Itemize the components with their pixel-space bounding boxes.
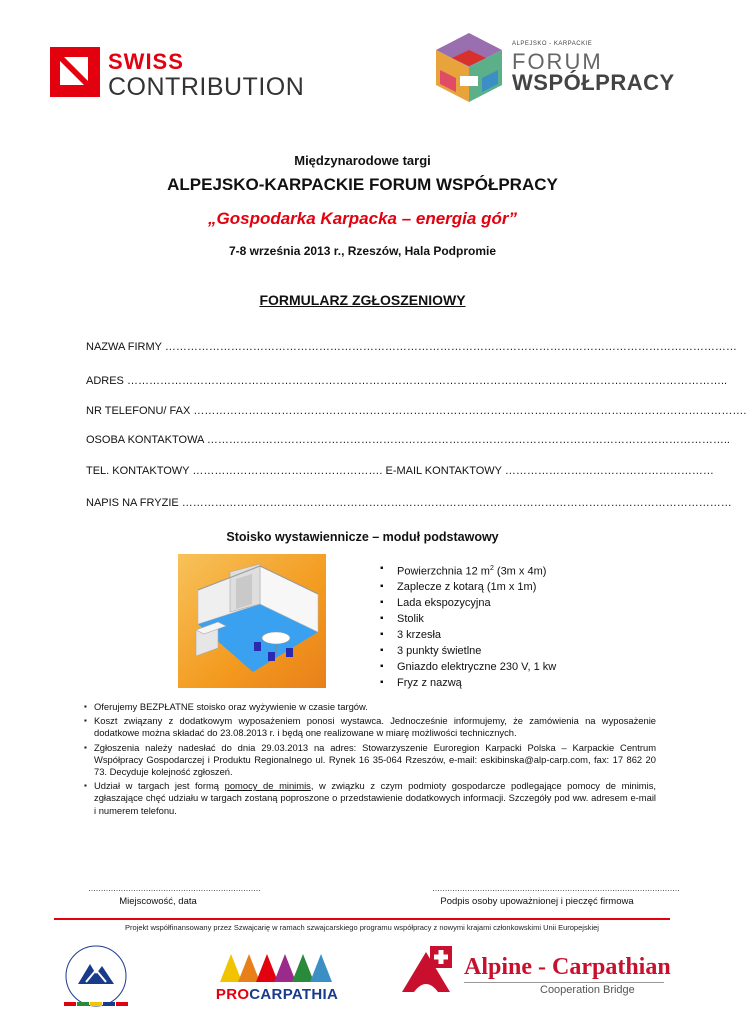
signature-label: Podpis osoby upoważnionej i pieczęć firmowa [440, 896, 634, 907]
note-item: ▪ Koszt związany z dodatkowym wyposażeniem ponosi wystawca. Jednocześnie informujemy, że zamówienia na wyposażenie dodatkowe można składać do 23.08.2013 r. i będą one realizowane w miarę możliwości technicznych. [84, 715, 656, 739]
booth-item: ▪ Fryz z nazwą [380, 675, 556, 693]
forum-cube-icon [430, 30, 508, 105]
contribution-logo-word: CONTRIBUTION [108, 73, 305, 101]
cooperation-bridge-subtitle: Cooperation Bridge [540, 984, 635, 996]
procarpathia-wordmark: PROCARPATHIA [215, 986, 339, 1003]
phone-fax-label: NR TELEFONU/ FAX [86, 405, 191, 417]
forum-logo-small-text: ALPEJSKO - KARPACKIE [512, 41, 593, 47]
note-item: ▪ Oferujemy BEZPŁATNE stoisko oraz wyżywienie w czasie targów. [84, 701, 656, 713]
forum-logo-word: FORUM [512, 49, 603, 74]
company-name-field[interactable]: NAZWA FIRMY ………………………………………………………………………………………………………………………………………… [86, 341, 737, 353]
contact-phone-email-field[interactable]: TEL. KONTAKTOWY ……………………………………………. E-MAIL KONTAKTOWY ………………………………………………… [86, 465, 714, 477]
de-minimis-link[interactable]: pomocy de minimis [224, 780, 311, 792]
event-date-place: 7-8 września 2013 r., Rzeszów, Hala Podpromie [229, 244, 496, 258]
alpine-logo-rule [464, 982, 664, 983]
event-motto: „Gospodarka Karpacka – energia gór” [208, 209, 517, 228]
note-item: ▪ Zgłoszenia należy nadesłać do dnia 29.03.2013 na adres: Stowarzyszenie Euroregion Karpacki Polska – Karpackie Centrum Współpracy Gospodarczej i Produktu Regionalnego ul. Rynek 16 35-064 Rzeszów, e-mail: eskibinska@alp-carp.com, fax: 17 862 20 73. Decyduje kolejność zgłoszeń. [84, 742, 656, 779]
booth-equipment-list [380, 561, 556, 693]
place-date-label: Miejscowość, data [119, 896, 197, 907]
swiss-logo-word: SWISS [108, 49, 184, 74]
forum-wspolpracy-logo [430, 30, 675, 105]
contact-person-label: OSOBA KONTAKTOWA [86, 434, 204, 446]
booth-item: ▪ Lada ekspozycyjna [380, 595, 556, 611]
banner-name-label: NAPIS NA FRYZIE [86, 497, 179, 509]
swiss-flag-mark-icon [50, 47, 100, 97]
phone-fax-field[interactable]: NR TELEFONU/ FAX ……………………………………………………………………………………………………………………………………. [86, 405, 746, 417]
footer-divider [54, 918, 670, 920]
swiss-contribution-logo [50, 45, 305, 105]
booth-item: ▪ 3 krzesła [380, 627, 556, 643]
booth-item: ▪ Gniazdo elektryczne 230 V, 1 kw [380, 659, 556, 675]
alpine-carpathian-logo [400, 944, 670, 1004]
procarpathia-logo [212, 950, 342, 1010]
notes-list [84, 701, 656, 819]
euroregion-karpacki-logo [50, 942, 142, 1012]
signature-line[interactable]: ……………………………………………………………………………………… [432, 884, 680, 893]
booth-illustration [178, 554, 326, 688]
procarpathia-mountains-icon [220, 950, 334, 984]
contact-person-field[interactable]: OSOBA KONTAKTOWA …………………………………………………………………………………………………………………………….. [86, 434, 730, 446]
booth-item: ▪ Zaplecze z kotarą (1m x 1m) [380, 579, 556, 595]
contact-phone-label: TEL. KONTAKTOWY [86, 465, 190, 477]
banner-name-field[interactable]: NAPIS NA FRYZIE …………………………………………………………………………………………………………………………………… [86, 497, 732, 509]
place-date-line[interactable]: …………………………………………………………… [88, 884, 261, 893]
booth-item: ▪ 3 punkty świetlne [380, 643, 556, 659]
footer-cofinancing-text: Projekt współfinansowany przez Szwajcarię w ramach szwajcarskiego programu współpracy z nowymi krajami członkowskimi Unii Europejskiej [125, 923, 599, 932]
event-type: Międzynarodowe targi [294, 153, 431, 168]
alpine-carpathian-wordmark: Alpine - Carpathian [464, 954, 671, 980]
contact-email-label: E-MAIL KONTAKTOWY [385, 465, 502, 477]
form-title: FORMULARZ ZGŁOSZENIOWY [259, 292, 466, 308]
booth-item: ▪ Powierzchnia 12 $m^2$ (3m x 4m) [380, 561, 556, 579]
euroregion-emblem-icon [50, 942, 142, 1012]
booth-item: ▪ Stolik [380, 611, 556, 627]
event-title: ALPEJSKO-KARPACKIE FORUM WSPÓŁPRACY [167, 175, 558, 194]
wspolpracy-logo-word: WSPÓŁPRACY [512, 70, 675, 95]
note-item: ▪ Udział w targach jest formą pomocy de minimis, w związku z czym podmioty gospodarcze podlegające pomocy de minimis, zgłaszające chęć udziału w targach zostaną poproszone o przedstawienie dodatkowych informacji. Szczegóły pod ww. adresem e-mail i numerem telefonu. [84, 780, 656, 817]
address-field[interactable]: ADRES ……………………………………………………………………………………………………………………………………………….. [86, 375, 728, 387]
address-label: ADRES [86, 375, 124, 387]
alpine-bridge-icon [400, 946, 460, 996]
company-name-label: NAZWA FIRMY [86, 341, 162, 353]
booth-section-title: Stoisko wystawiennicze – moduł podstawowy [226, 530, 499, 544]
